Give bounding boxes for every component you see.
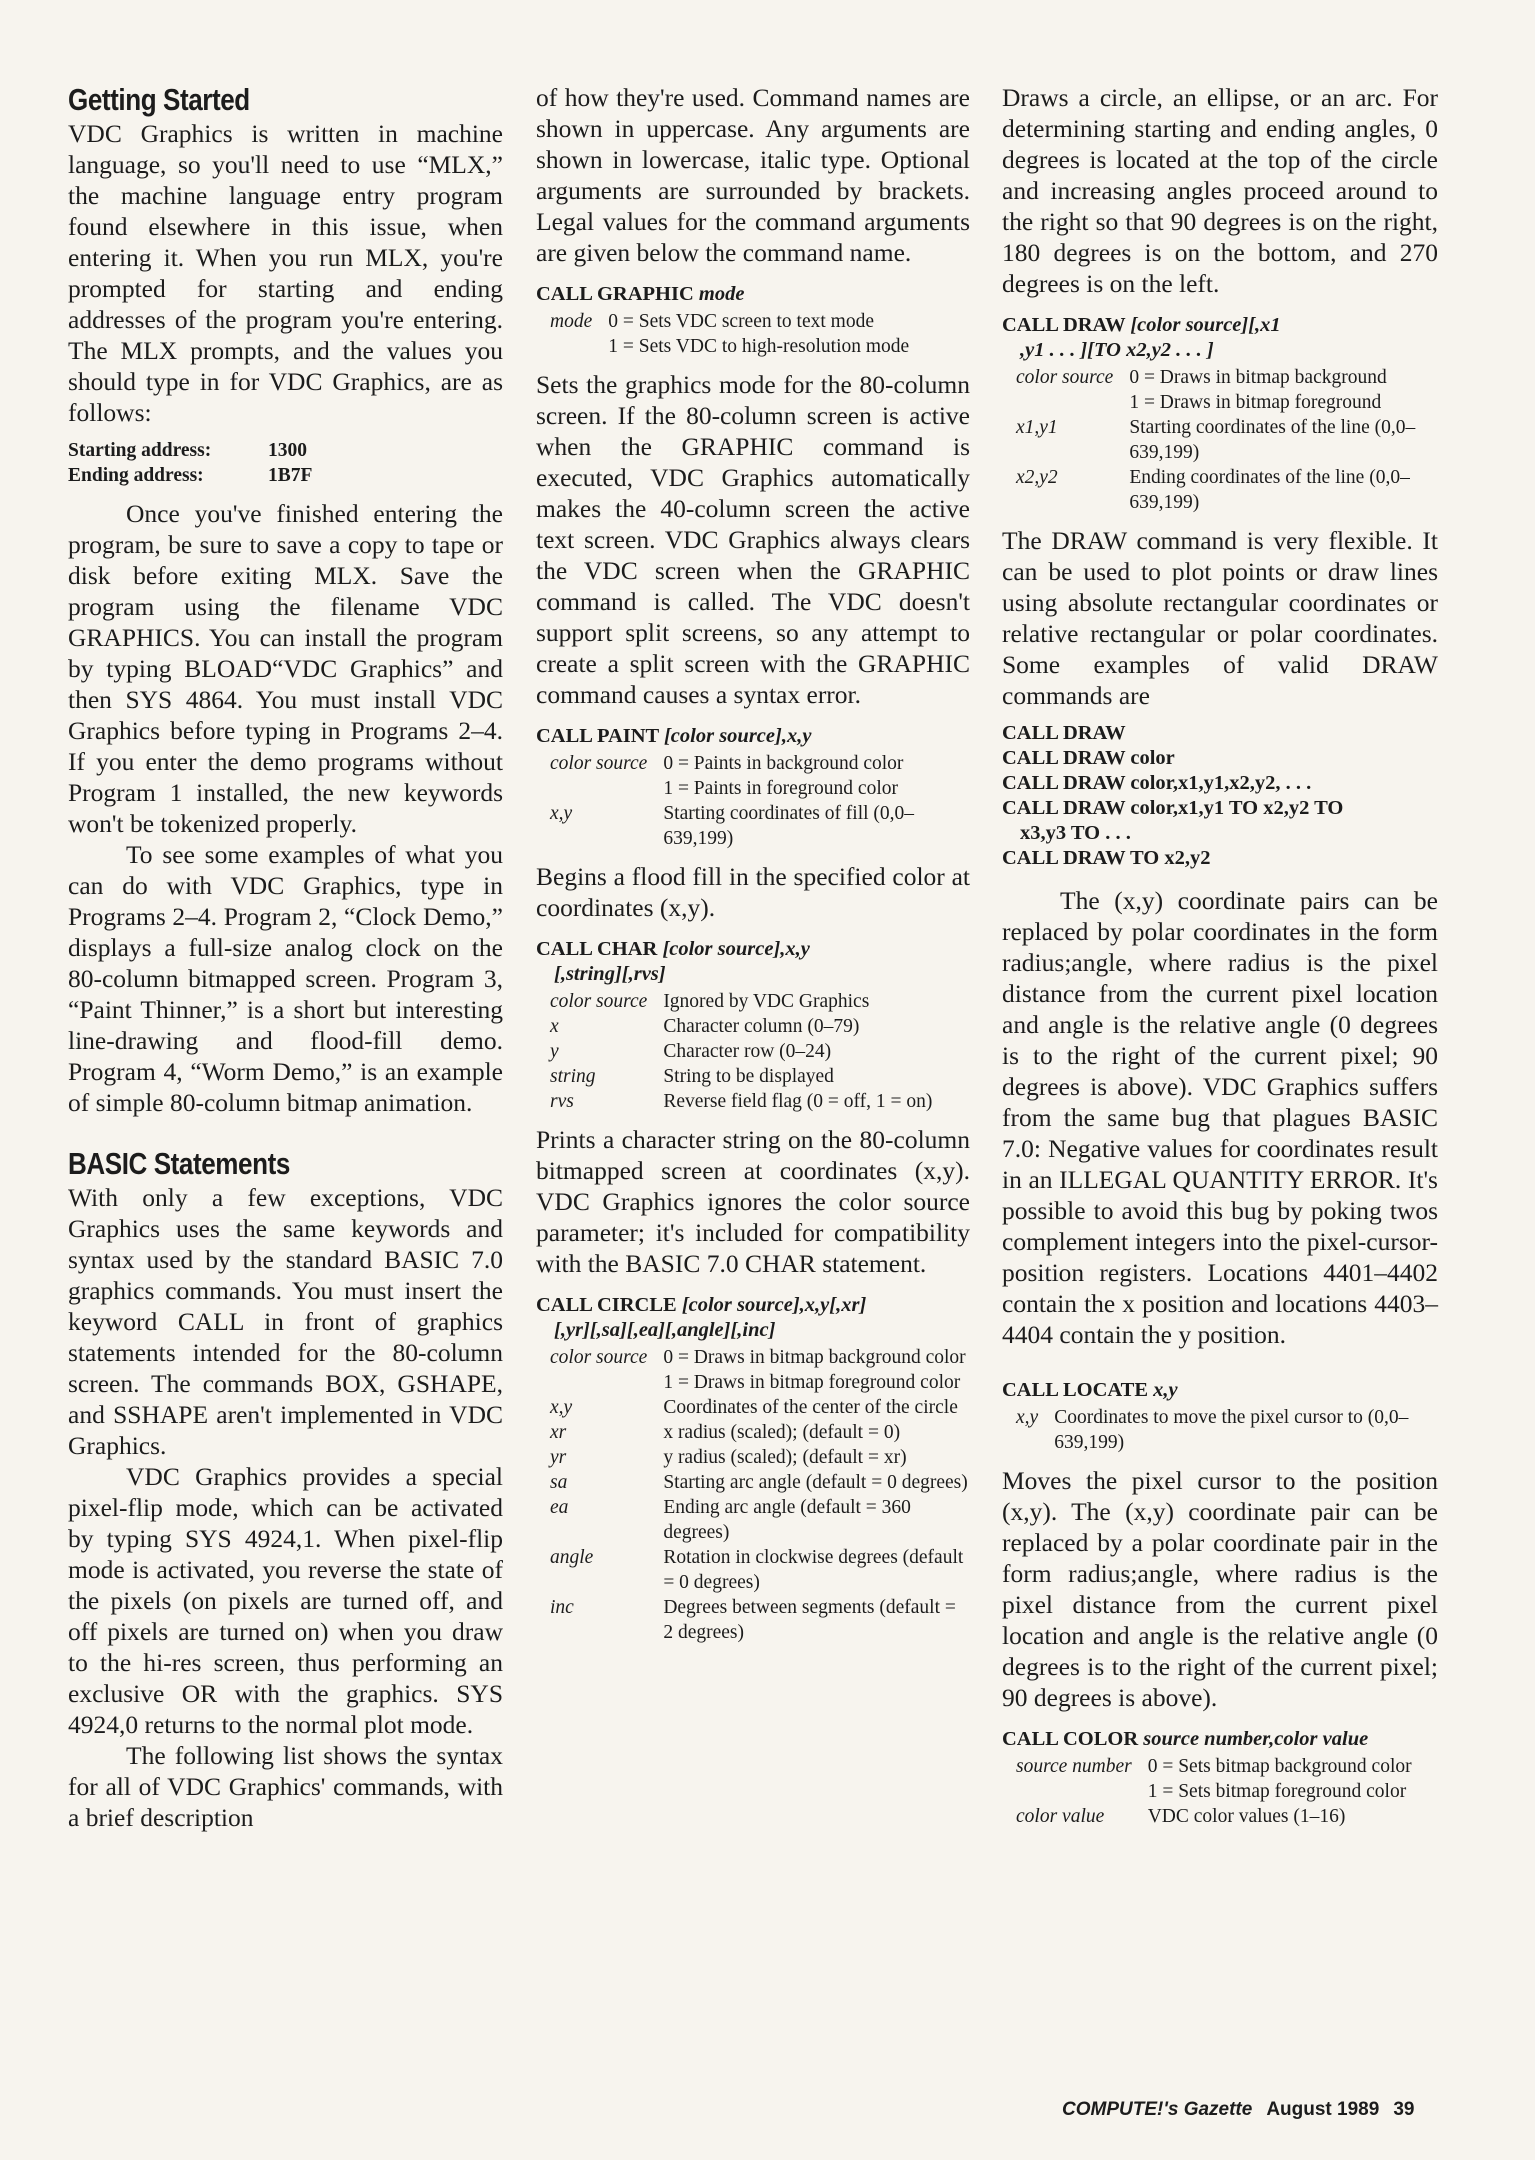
command-syntax-color: CALL COLOR source number,color value xyxy=(1002,1728,1369,1750)
command-syntax-paint: CALL PAINT [color source],x,y xyxy=(536,725,812,747)
ending-address-row xyxy=(68,463,503,488)
param-row xyxy=(536,1545,970,1595)
param-row xyxy=(536,776,970,801)
paragraph: VDC Graphics is written in machine language, so you'll need to use “MLX,” the machine language entry program found elsewhere in this issue, when entering it. When you run MLX, you're prompted for starting and ending addresses of the program you're entering. The MLX prompts, and the values you should type in for VDC Graphics, are as follows: xyxy=(68,119,503,427)
param-description: 1 = Sets VDC to high-resolution mode xyxy=(608,336,910,357)
param-description: y radius (scaled); (default = xr) xyxy=(663,1447,907,1468)
param-row xyxy=(536,751,970,776)
column-1 xyxy=(68,82,503,1833)
publication-name: COMPUTE!'s Gazette xyxy=(1062,2099,1253,2120)
param-row xyxy=(1002,390,1438,415)
param-name: x xyxy=(550,1016,559,1037)
param-row xyxy=(536,801,970,851)
paragraph: Sets the graphics mode for the 80-column screen. If the 80-column screen is active when the GRAPHIC command is executed, VDC Graphics automatically makes the 40-column screen the active text screen. VDC Graphics always clears the VDC screen when the GRAPHIC command is called. The VDC doesn't support split screens, so any attempt to create a split screen with the GRAPHIC command causes a syntax error. xyxy=(536,370,970,709)
param-description: Character row (0–24) xyxy=(663,1041,832,1062)
param-name: mode xyxy=(550,311,593,332)
starting-address-row xyxy=(68,438,503,463)
address-value: 1B7F xyxy=(268,465,313,486)
param-name: inc xyxy=(550,1597,574,1618)
param-name: x,y xyxy=(550,803,573,824)
draw-examples xyxy=(1002,721,1438,871)
param-description: 1 = Draws in bitmap foreground color xyxy=(663,1372,961,1393)
param-name: x2,y2 xyxy=(1016,467,1058,488)
param-row xyxy=(536,1014,932,1039)
param-description: 0 = Sets bitmap background color xyxy=(1147,1756,1412,1777)
param-row xyxy=(1002,365,1438,390)
param-table-paint xyxy=(536,751,970,851)
param-row xyxy=(536,989,932,1014)
param-row xyxy=(1002,465,1438,515)
command-syntax-circle: CALL CIRCLE [color source],x,y[,xr] [,yr][,sa][,ea][,angle][,inc] xyxy=(536,1294,867,1341)
paragraph: Draws a circle, an ellipse, or an arc. For determining starting and ending angles, 0 degrees is located at the top of the circle and increasing angles proceed around to the right so that 90 degrees is on the right, 180 degrees is on the bottom, and 270 degrees is on the left. xyxy=(1002,83,1438,298)
command-syntax-locate: CALL LOCATE x,y xyxy=(1002,1379,1178,1401)
paragraph: To see some examples of what you can do with VDC Graphics, type in Programs 2–4. Program 2, “Clock Demo,” displays a full-size analog clock on the 80-column bitmapped screen. Program 3, “Paint Thinner,” is a short but interesting line-drawing and flood-fill demo. Program 4, “Worm Demo,” is an example of simple 80-column bitmap animation. xyxy=(68,840,503,1117)
param-name: color source xyxy=(550,1347,648,1368)
example-line: CALL DRAW xyxy=(1002,722,1126,744)
address-label: Ending address: xyxy=(68,465,204,486)
param-table-graphic xyxy=(536,309,909,359)
paragraph: The (x,y) coordinate pairs can be replaced by polar coordinates in the form radius;angle, where radius is the pixel distance from the current pixel location and angle is the relative angle (0 degrees is to the right of the current pixel; 90 degrees is above). VDC Graphics suffers from the same bug that plagues BASIC 7.0: Negative values for coordinates result in an ILLEGAL QUANTITY ERROR. It's possible to avoid this bug by poking twos complement integers into the pixel-cursor-position registers. Locations 4401–4402 contain the x position and locations 4403–4404 contain the y position. xyxy=(1002,886,1438,1349)
param-description: 0 = Paints in background color xyxy=(663,753,904,774)
param-row xyxy=(536,1064,932,1089)
param-description: Coordinates of the center of the circle xyxy=(663,1397,958,1418)
param-name: ea xyxy=(550,1497,569,1518)
param-description: Ignored by VDC Graphics xyxy=(663,991,870,1012)
param-name: string xyxy=(550,1066,596,1087)
param-description: 0 = Draws in bitmap background xyxy=(1129,367,1387,388)
param-name: x1,y1 xyxy=(1016,417,1058,438)
param-name xyxy=(1002,390,1129,415)
param-name xyxy=(536,776,663,801)
param-description: Reverse field flag (0 = off, 1 = on) xyxy=(663,1091,933,1112)
param-description: 1 = Sets bitmap foreground color xyxy=(1147,1781,1407,1802)
paragraph: With only a few exceptions, VDC Graphics uses the same keywords and syntax used by the standard BASIC 7.0 graphics commands. You must insert the keyword CALL in front of graphics statements intended for the 80-column screen. The commands BOX, GSHAPE, and SSHAPE aren't implemented in VDC Graphics. xyxy=(68,1183,503,1460)
param-name: source number xyxy=(1016,1756,1132,1777)
address-label: Starting address: xyxy=(68,440,212,461)
example-line: x3,y3 TO . . . xyxy=(1020,822,1131,844)
example-line: CALL DRAW color,x1,y1,x2,y2, . . . xyxy=(1002,772,1312,794)
param-row xyxy=(536,309,909,334)
command-syntax-draw: CALL DRAW [color source][,x1 ,y1 . . . ][TO x2,y2 . . . ] xyxy=(1002,314,1281,361)
address-value: 1300 xyxy=(268,440,307,461)
param-row xyxy=(1002,1754,1412,1779)
param-row xyxy=(536,1445,970,1470)
param-table-draw xyxy=(1002,365,1438,515)
paragraph: The following list shows the syntax for all of VDC Graphics' commands, with a brief description xyxy=(68,1741,503,1832)
param-row xyxy=(1002,415,1438,465)
param-description: Rotation in clockwise degrees (default = 0 degrees) xyxy=(663,1547,964,1593)
paragraph: The DRAW command is very flexible. It can be used to plot points or draw lines using absolute rectangular coordinates or relative rectangular or polar coordinates. Some examples of valid DRAW commands are xyxy=(1002,526,1438,710)
param-table-color xyxy=(1002,1754,1412,1829)
param-row xyxy=(536,1595,970,1645)
param-name xyxy=(536,1370,663,1395)
param-name: color source xyxy=(550,753,648,774)
page-number: 39 xyxy=(1393,2099,1415,2120)
param-description: Starting coordinates of fill (0,0–639,199) xyxy=(663,803,915,849)
param-row xyxy=(536,1089,932,1114)
param-description: VDC color values (1–16) xyxy=(1147,1806,1346,1827)
param-description: 1 = Paints in foreground color xyxy=(663,778,898,799)
param-name xyxy=(536,334,608,359)
param-row xyxy=(536,1420,970,1445)
param-name: x,y xyxy=(1016,1407,1039,1428)
param-description: String to be displayed xyxy=(663,1066,834,1087)
paragraph: Once you've finished entering the program, be sure to save a copy to tape or disk before exiting MLX. Save the program using the filename VDC GRAPHICS. You can install the program by typing BLOAD“VDC Graphics” and then SYS 4864. You must install VDC Graphics before typing in Programs 2–4. If you enter the demo programs without Program 1 installed, the new keywords won't be tokenized properly. xyxy=(68,499,503,838)
param-name: sa xyxy=(550,1472,568,1493)
param-name: y xyxy=(550,1041,559,1062)
param-name: color source xyxy=(1016,367,1114,388)
command-syntax-graphic: CALL GRAPHIC mode xyxy=(536,283,745,305)
param-row xyxy=(536,1345,970,1370)
param-table-locate xyxy=(1002,1405,1438,1455)
param-name xyxy=(1002,1779,1148,1804)
param-name: rvs xyxy=(550,1091,574,1112)
param-description: Character column (0–79) xyxy=(663,1016,860,1037)
param-name: angle xyxy=(550,1547,594,1568)
param-table-char xyxy=(536,989,932,1114)
mlx-addresses xyxy=(68,438,503,488)
param-name: color value xyxy=(1016,1806,1105,1827)
param-description: 0 = Draws in bitmap background color xyxy=(663,1347,966,1368)
param-name: xr xyxy=(550,1422,567,1443)
param-row xyxy=(536,334,909,359)
param-row xyxy=(536,1039,932,1064)
param-name: yr xyxy=(550,1447,567,1468)
paragraph: Begins a flood fill in the specified color at coordinates (x,y). xyxy=(536,862,970,922)
paragraph: of how they're used. Command names are shown in uppercase. Any arguments are shown in lowercase, italic type. Optional arguments are surrounded by brackets. Legal values for the command arguments are given below the command name. xyxy=(536,83,970,267)
param-table-circle xyxy=(536,1345,970,1645)
param-description: Degrees between segments (default = 2 degrees) xyxy=(663,1597,956,1643)
param-name: x,y xyxy=(550,1397,573,1418)
column-2 xyxy=(536,82,970,1655)
paragraph: Moves the pixel cursor to the position (x,y). The (x,y) coordinate pair can be replaced by a polar coordinate pair in the form radius;angle, where radius is the pixel distance from the current pixel location and angle is the relative angle (0 degrees is to the right of the current pixel; 90 degrees is above). xyxy=(1002,1466,1438,1712)
section-heading-basic-statements: BASIC Statements xyxy=(68,1146,290,1181)
column-3 xyxy=(1002,82,1438,1839)
param-row xyxy=(536,1495,970,1545)
paragraph: Prints a character string on the 80-column bitmapped screen at coordinates (x,y). VDC Graphics ignores the color source parameter; it's included for compatibility with the BASIC 7.0 CHAR statement. xyxy=(536,1125,970,1278)
page-footer xyxy=(1062,2099,1438,2121)
param-description: x radius (scaled); (default = 0) xyxy=(663,1422,901,1443)
issue-date: August 1989 xyxy=(1266,2099,1380,2120)
section-heading-getting-started: Getting Started xyxy=(68,82,250,117)
example-line: CALL DRAW color,x1,y1 TO x2,y2 TO xyxy=(1002,797,1344,819)
example-line: CALL DRAW color xyxy=(1002,747,1175,769)
example-line: CALL DRAW TO x2,y2 xyxy=(1002,847,1211,869)
param-row xyxy=(1002,1804,1412,1829)
param-row xyxy=(536,1370,970,1395)
param-description: Ending arc angle (default = 360 degrees) xyxy=(663,1497,911,1543)
param-name: color source xyxy=(550,991,648,1012)
param-description: Coordinates to move the pixel cursor to (0,0–639,199) xyxy=(1054,1407,1409,1453)
paragraph: VDC Graphics provides a special pixel-flip mode, which can be activated by typing SYS 4924,1. When pixel-flip mode is activated, you reverse the state of the pixels (on pixels are turned off, and off pixels are turned on) when you draw to the hi-res screen, thus performing an exclusive OR with the graphics. SYS 4924,0 returns to the normal plot mode. xyxy=(68,1462,503,1739)
param-description: Starting arc angle (default = 0 degrees) xyxy=(663,1472,968,1493)
param-description: 1 = Draws in bitmap foreground xyxy=(1129,392,1382,413)
param-row xyxy=(536,1470,970,1495)
param-row xyxy=(1002,1405,1438,1455)
param-description: Ending coordinates of the line (0,0–639,199) xyxy=(1129,467,1410,513)
param-description: 0 = Sets VDC screen to text mode xyxy=(608,311,874,332)
param-description: Starting coordinates of the line (0,0–639,199) xyxy=(1129,417,1416,463)
command-syntax-char: CALL CHAR [color source],x,y [,string][,rvs] xyxy=(536,938,810,985)
param-row xyxy=(1002,1779,1412,1804)
param-row xyxy=(536,1395,970,1420)
